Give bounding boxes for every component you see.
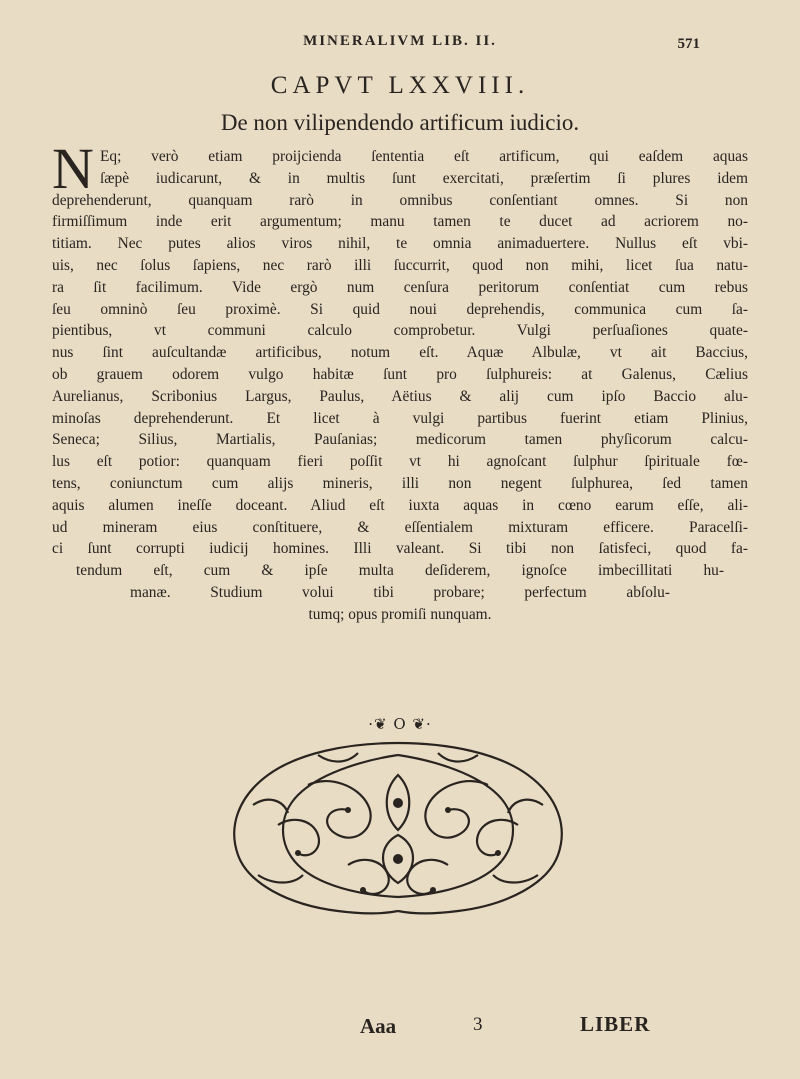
folio-number: 571 (677, 36, 700, 52)
text-line: ob grauem odorem vulgo habitæ ſunt pro ſulphureis: at Galenus, Cælius (52, 365, 748, 383)
text-line: Eq; verò etiam proijcienda ſententia eſt artificum, qui eaſdem aquas (100, 148, 748, 165)
running-title: MINERALIVM LIB. II. (303, 33, 497, 49)
text-line: tumq; opus promiſi nunquam. (308, 605, 492, 623)
text-line: aquis alumen ineſſe doceant. Aliud eſt iuxta aquas in cœno earum eſſe, ali- (52, 496, 748, 514)
signature-mark: Aaa (360, 1014, 397, 1038)
text-line: pientibus, vt communi calculo comprobetur. Vulgi perſuaſiones quate- (52, 322, 748, 340)
text-line: Seneca; Silius, Martialis, Pauſanias; medicorum tamen phyſicorum calcu- (52, 431, 748, 449)
text-line: firmiſſimum inde erit argumentum; manu tamen te ducet ad acriorem no- (52, 213, 748, 231)
text-line: ſæpè iudicarunt, & in multis ſunt exercitati, præſertim ſi plures idem (100, 169, 748, 187)
text-line: deprehenderunt, quanquam rarò in omnibus conſentiant omnes. Si non (52, 191, 748, 209)
text-line: ci ſunt corrupti iudicij homines. Illi valeant. Si tibi non ſatisfeci, quod fa- (52, 540, 748, 558)
text-line: ſeu omninò ſeu proximè. Si quid noui deprehendis, communica cum ſa- (52, 300, 748, 318)
small-fleuron: ·❦ O ❦· (368, 715, 432, 733)
text-line: ud mineram eius conſtituere, & eſſentialem mixturam efficere. Paracelſi- (52, 518, 748, 536)
text-line: Aurelianus, Scribonius Largus, Paulus, Aëtius & alij cum ipſo Baccio alu- (52, 387, 748, 405)
floral-tailpiece-ornament (198, 735, 598, 920)
text-line: minoſas deprehenderunt. Et licet à vulgi partibus fuerint etiam Plinius, (52, 409, 748, 427)
text-line: tens, coniunctum cum alijs mineris, illi non negent ſulphurea, ſed tamen (52, 474, 748, 492)
chapter-title: CAPVT LXXVIII. (270, 72, 530, 99)
text-line: nus ſint auſcultandæ artificibus, notum eſt. Aquæ Albulæ, vt ait Baccius, (52, 344, 748, 362)
text-line: ra ſit facilimum. Vide ergò num cenſura peritorum conſentiat cum rebus (52, 278, 748, 296)
text-line: uis, nec ſolus ſapiens, nec rarò illi ſuccurrit, quod non mihi, licet ſua natu- (52, 256, 748, 274)
catchword: LIBER (580, 1012, 651, 1036)
body-text (52, 146, 748, 626)
text-line: manæ. Studium volui tibi probare; perfectum abſolu- (130, 583, 670, 601)
text-line: titiam. Nec putes alios viros nihil, te omnia animaduertere. Nullus eſt vbi- (52, 235, 748, 253)
signature-number: 3 (473, 1014, 483, 1035)
drop-cap: N (52, 136, 94, 201)
text-line: lus eſt potior: quanquam fieri poſſit vt hi agnoſcant ſulphur ſpirituale fœ- (52, 453, 748, 471)
text-line: tendum eſt, cum & ipſe multa deſiderem, ignoſce imbecillitati hu- (76, 562, 724, 580)
chapter-subtitle: De non vilipendendo artificum iudicio. (220, 110, 580, 135)
